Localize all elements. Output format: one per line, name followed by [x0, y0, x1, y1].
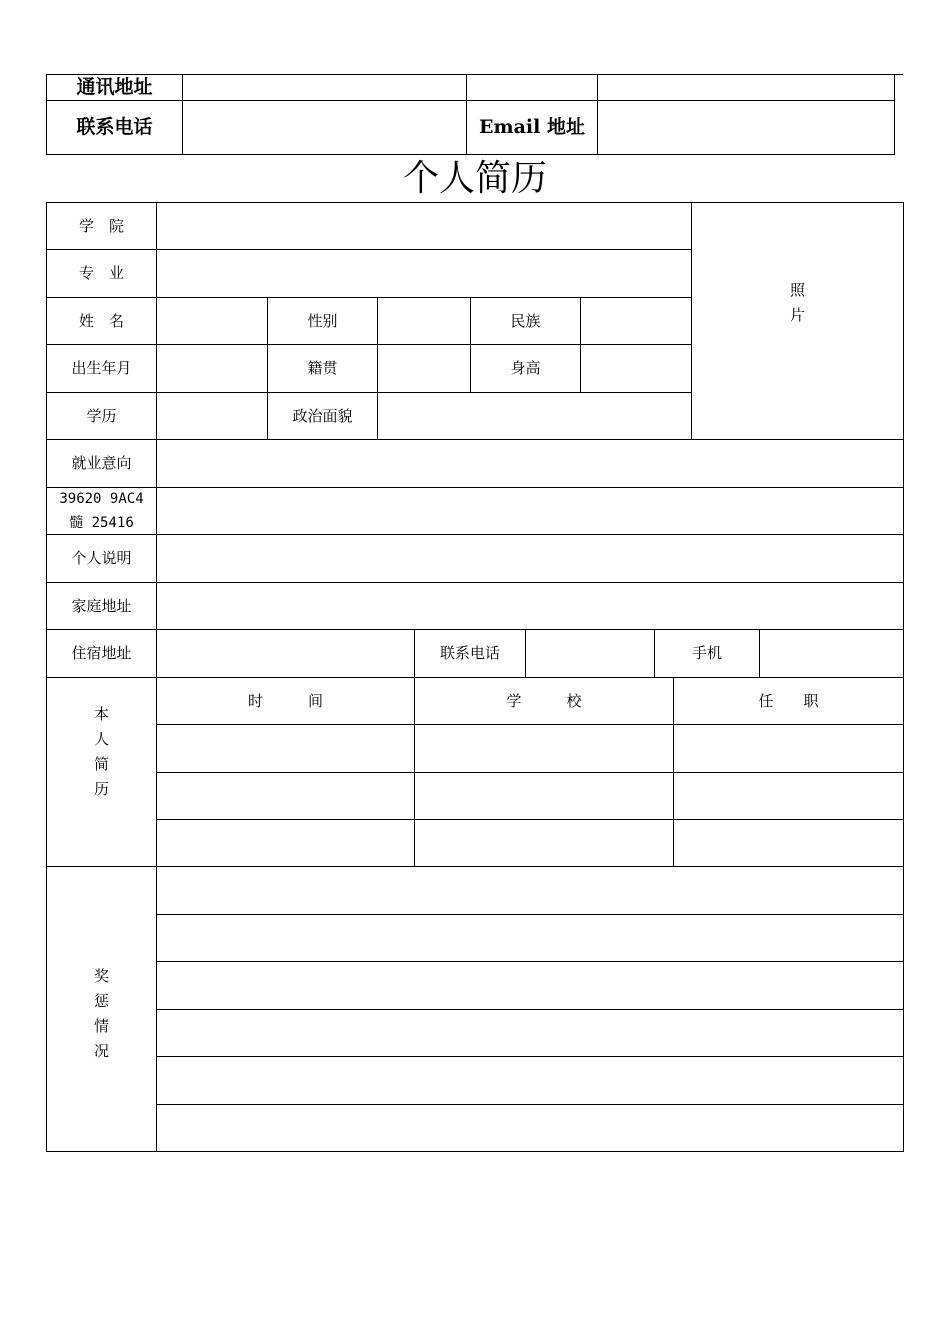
height-label: 身高	[470, 344, 581, 393]
native-place-label: 籍贯	[267, 344, 378, 393]
education-value[interactable]	[156, 392, 268, 440]
gender-value[interactable]	[377, 297, 471, 345]
job-intention-value[interactable]	[156, 439, 904, 488]
mail-address-extra-1[interactable]	[466, 74, 598, 101]
resume-char-3: 简	[93, 755, 109, 773]
email-value[interactable]	[597, 100, 895, 155]
contact-phone-label: 联系电话	[414, 629, 526, 678]
mail-address-extra-2[interactable]	[597, 74, 895, 101]
mail-address-value[interactable]	[182, 74, 467, 101]
ethnicity-value[interactable]	[580, 297, 692, 345]
personal-statement-label: 个人说明	[46, 534, 157, 583]
resume-row-3-position[interactable]	[673, 819, 904, 867]
native-place-value[interactable]	[377, 344, 471, 393]
home-address-value[interactable]	[156, 582, 904, 630]
awards-row-2[interactable]	[156, 914, 904, 962]
name-value[interactable]	[156, 297, 268, 345]
awards-row-5[interactable]	[156, 1056, 904, 1105]
major-value[interactable]	[156, 249, 692, 298]
dorm-address-value[interactable]	[156, 629, 415, 678]
awards-row-3[interactable]	[156, 961, 904, 1010]
col-header-time: 时 间	[156, 677, 415, 725]
mail-address-label: 通讯地址	[46, 74, 183, 101]
resume-row-3-school[interactable]	[414, 819, 674, 867]
awards-row-6[interactable]	[156, 1104, 904, 1152]
resume-row-3-time[interactable]	[156, 819, 415, 867]
resume-char-1: 本	[93, 705, 109, 723]
resume-row-2-time[interactable]	[156, 772, 415, 820]
resume-row-1-position[interactable]	[673, 724, 904, 773]
major-label: 专 业	[46, 249, 157, 298]
photo-box[interactable]	[691, 202, 904, 440]
college-label: 学 院	[46, 202, 157, 250]
birth-label: 出生年月	[46, 344, 157, 393]
resume-char-4: 历	[93, 780, 109, 798]
dorm-address-label: 住宿地址	[46, 629, 157, 678]
resume-label	[46, 677, 157, 867]
education-label: 学历	[46, 392, 157, 440]
page-title: 个人简历	[402, 158, 547, 199]
col-header-school: 学 校	[414, 677, 674, 725]
height-value[interactable]	[580, 344, 692, 393]
garbled-label-line-1: 39620 9AC4	[59, 491, 144, 507]
contact-phone-value[interactable]	[525, 629, 655, 678]
garbled-label	[46, 487, 157, 535]
resume-row-1-school[interactable]	[414, 724, 674, 773]
email-label: Email 地址	[466, 100, 598, 155]
mobile-label: 手机	[654, 629, 760, 678]
resume-row-2-school[interactable]	[414, 772, 674, 820]
personal-statement-value[interactable]	[156, 534, 904, 583]
home-address-label: 家庭地址	[46, 582, 157, 630]
ethnicity-label: 民族	[470, 297, 581, 345]
name-label: 姓 名	[46, 297, 157, 345]
resume-row-2-position[interactable]	[673, 772, 904, 820]
resume-char-2: 人	[93, 730, 109, 748]
photo-label-2: 片	[789, 306, 805, 324]
awards-row-4[interactable]	[156, 1009, 904, 1057]
awards-row-1[interactable]	[156, 866, 904, 915]
birth-value[interactable]	[156, 344, 268, 393]
awards-char-1: 奖	[93, 967, 109, 985]
mobile-value[interactable]	[759, 629, 904, 678]
phone-label-top: 联系电话	[46, 100, 183, 155]
garbled-label-line-2: 髓 25416	[69, 515, 134, 531]
political-label: 政治面貌	[267, 392, 378, 440]
awards-char-2: 惩	[93, 992, 109, 1010]
phone-value-top[interactable]	[182, 100, 467, 155]
awards-char-4: 况	[93, 1042, 109, 1060]
awards-label	[46, 866, 157, 1152]
awards-char-3: 情	[93, 1017, 109, 1035]
resume-row-1-time[interactable]	[156, 724, 415, 773]
gender-label: 性别	[267, 297, 378, 345]
political-value[interactable]	[377, 392, 692, 440]
photo-label-1: 照	[789, 281, 805, 299]
garbled-value[interactable]	[156, 487, 904, 535]
college-value[interactable]	[156, 202, 692, 250]
job-intention-label: 就业意向	[46, 439, 157, 488]
col-header-position: 任 职	[673, 677, 904, 725]
